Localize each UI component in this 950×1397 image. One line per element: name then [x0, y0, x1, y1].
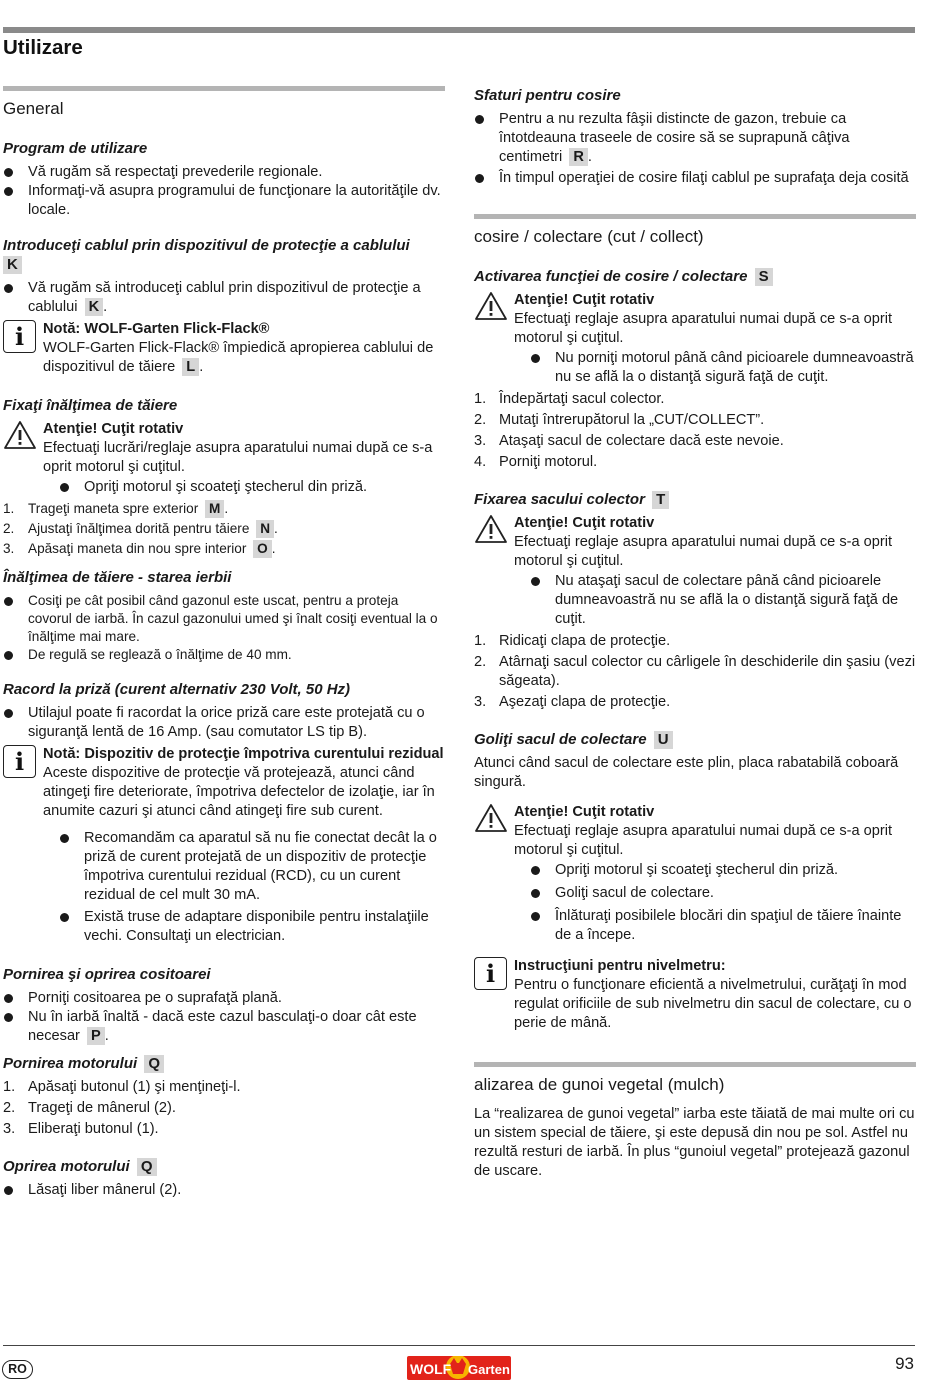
step-item: 2. Ajustaţi înălţimea dorită pentru tăiere N .: [3, 521, 278, 536]
step-item: 2. Trageţi de mânerul (2).: [3, 1100, 176, 1116]
warning-icon: [474, 514, 508, 544]
svg-text:WOLF: WOLF: [410, 1361, 452, 1377]
step-item: 1. Trageţi maneta spre exterior M .: [3, 501, 229, 516]
figure-ref-badge: L: [182, 358, 199, 376]
language-badge: RO: [2, 1360, 33, 1379]
subheading-cut-height: Fixaţi înălţimea de tăiere: [3, 397, 178, 414]
warning-icon: [3, 420, 37, 450]
section-rule: [474, 214, 916, 219]
footer-rule: [3, 1345, 915, 1346]
subheading-attach-bag: Fixarea sacului colector T: [474, 490, 916, 509]
section-heading-general: General: [3, 99, 64, 118]
step-item: 2. Mutaţi întrerupătorul la „CUT/COLLECT”.: [474, 412, 765, 428]
list-item: În timpul operaţiei de cosire filaţi cablul pe suprafaţa deja cosită: [474, 169, 916, 188]
figure-ref-badge: P: [87, 1027, 105, 1045]
figure-ref-badge: Q: [144, 1055, 164, 1073]
section-heading-mulch: alizarea de gunoi vegetal (mulch): [474, 1075, 725, 1094]
figure-ref-badge: N: [256, 520, 274, 538]
list-item: Cosiţi pe cât posibil când gazonul este uscat, pentru a proteja covorul de iarbă. În cazul gazonului umed şi înalt cosiţi eventual la o înălţime mai mare.: [3, 592, 445, 646]
step-item: 1. Îndepărtaţi sacul colector.: [474, 391, 665, 407]
paragraph: Atunci când sacul de colectare este plin, placa rabatabilă coboară singură.: [474, 755, 899, 790]
figure-ref-badge: K: [85, 298, 104, 316]
warning-note: [474, 291, 916, 387]
subheading-start-stop: Pornirea şi oprirea cositoarei: [3, 966, 211, 983]
figure-ref-badge: R: [569, 148, 588, 166]
figure-ref-badge: O: [253, 540, 272, 558]
list-item: Lăsaţi liber mânerul (2).: [3, 1181, 445, 1200]
section-heading-cut-collect: cosire / colectare (cut / collect): [474, 227, 704, 246]
list-item: De regulă se reglează o înălţime de 40 mm.: [3, 646, 445, 664]
info-icon: i: [474, 957, 507, 990]
warning-note: [474, 803, 916, 945]
paragraph: La “realizarea de gunoi vegetal” iarba este tăiată de mai multe ori cu un sistem special de tăiere, şi este depusă din nou pe sol. Astfel nu rezultă resturi de iarbă. În plus “gunoiul vegetal” protejează gazonul de uscare.: [474, 1106, 915, 1179]
list-item: Vă rugăm să respectaţi prevederile regionale.: [3, 163, 445, 182]
figure-ref-badge: M: [205, 500, 224, 518]
section-rule: [3, 86, 445, 91]
note-title: Instrucţiuni pentru nivelmetru:: [514, 958, 726, 974]
info-note: [3, 320, 445, 377]
list-item: Utilajul poate fi racordat la orice priză care este protejată cu o siguranţă lentă de 16 Amp. (sau comutator LS tip B).: [3, 704, 445, 742]
figure-ref-badge: S: [755, 268, 773, 286]
step-item: 1. Ridicaţi clapa de protecţie.: [474, 633, 671, 649]
warning-title: Atenţie! Cuţit rotativ: [514, 292, 655, 308]
warning-note: [474, 514, 916, 629]
list-item: Nu porniţi motorul până când picioarele dumneavoastră nu se află la o distanţă sigură faţă de cuţit.: [530, 349, 916, 387]
note-title: Notă: WOLF-Garten Flick-Flack®: [43, 321, 270, 337]
subheading-engine-start: Pornirea motorului Q: [3, 1054, 445, 1073]
list-item: Goliţi sacul de colectare.: [530, 884, 916, 903]
info-icon: i: [3, 320, 36, 353]
step-item: 1. Apăsaţi butonul (1) şi menţineţi-l.: [3, 1079, 241, 1095]
subheading-activate: Activarea funcţiei de cosire / colectare S: [474, 267, 916, 286]
top-rule: [3, 27, 915, 33]
info-note: [3, 745, 445, 946]
list-item: Opriţi motorul şi scoateţi ştecherul din priză.: [530, 861, 916, 880]
warning-title: Atenţie! Cuţit rotativ: [514, 804, 655, 820]
step-item: 3. Apăsaţi maneta din nou spre interior O .: [3, 541, 276, 556]
note-text: WOLF-Garten Flick-Flack® împiedică apropierea cablului de dispozitivul de tăiere L .: [43, 340, 434, 375]
list-item: Există truse de adaptare disponibile pentru instalaţiile vechi. Consultaţi un electrician.: [59, 908, 445, 946]
subheading-grass-state: Înălţimea de tăiere - starea ierbii: [3, 569, 232, 586]
subheading-program: Program de utilizare: [3, 140, 148, 157]
list-item: Nu ataşaţi sacul de colectare până când picioarele dumneavoastră nu se află la o distanţă sigură faţă de cuţit.: [530, 572, 916, 629]
svg-text:Garten: Garten: [468, 1362, 510, 1377]
warning-icon: [474, 803, 508, 833]
list-item: Recomandăm ca aparatul să nu fie conectat decât la o priză de curent protejată de un dispozitiv de protecţie împotriva curentului rezidual (RCD), cu un curent rezidual de cel mult 30 mA.: [59, 829, 445, 905]
step-item: 3. Eliberaţi butonul (1).: [3, 1121, 159, 1137]
note-title: Notă: Dispozitiv de protecţie împotriva curentului rezidual: [43, 746, 444, 762]
subheading-cable: Introduceţi cablul prin dispozitivul de protecţie a cablului K: [3, 237, 410, 273]
list-item: Pentru a nu rezulta fâşii distincte de gazon, trebuie ca întotdeauna traseele de cosire să se suprapună câţiva centimetri R .: [474, 110, 916, 167]
warning-text: Efectuaţi reglaje asupra aparatului numai după ce s-a oprit motorul şi cuţitul.: [514, 311, 893, 346]
step-item: 3. Aşezaţi clapa de protecţie.: [474, 694, 671, 710]
note-text: Pentru o funcţionare eficientă a nivelmetrului, curăţaţi în mod regulat orificiile de sub nivelmetru din sacul de colectare, cu o perie de mână.: [514, 977, 912, 1031]
right-column: [474, 86, 916, 1181]
step-item: 2. Atârnaţi sacul colector cu cârligele în deschiderile din şasiu (vezi săgeata).: [474, 654, 916, 689]
page-title: Utilizare: [3, 36, 83, 59]
subheading-empty-bag: Goliţi sacul de colectare U: [474, 730, 916, 749]
warning-text: Efectuaţi reglaje asupra aparatului numai după ce s-a oprit motorul şi cuţitul.: [514, 534, 893, 569]
warning-text: Efectuaţi reglaje asupra aparatului numai după ce s-a oprit motorul şi cuţitul.: [514, 823, 893, 858]
warning-title: Atenţie! Cuţit rotativ: [43, 421, 184, 437]
info-note: [474, 957, 916, 1033]
warning-title: Atenţie! Cuţit rotativ: [514, 515, 655, 531]
subheading-power: Racord la priză (curent alternativ 230 Volt, 50 Hz): [3, 681, 351, 698]
list-item: Nu în iarbă înaltă - dacă este cazul basculaţi-o doar cât este necesar P .: [3, 1008, 445, 1046]
list-item: Porniţi cositoarea pe o suprafaţă plană.: [3, 989, 445, 1008]
figure-ref-badge: Q: [137, 1158, 157, 1176]
section-rule: [474, 1062, 916, 1067]
list-item: Opriţi motorul şi scoateţi ştecherul din priză.: [59, 478, 445, 497]
info-icon: i: [3, 745, 36, 778]
figure-ref-badge: U: [654, 731, 673, 749]
page-number: 93: [895, 1354, 914, 1373]
subheading-mowing-tips: Sfaturi pentru cosire: [474, 87, 621, 104]
warning-note: [3, 420, 445, 497]
subheading-engine-stop: Oprirea motorului Q: [3, 1157, 445, 1176]
step-item: 3. Ataşaţi sacul de colectare dacă este nevoie.: [474, 433, 784, 449]
figure-ref-badge: K: [3, 256, 22, 274]
list-item: Informaţi-vă asupra programului de funcţionare la autorităţile dv. locale.: [3, 182, 445, 220]
warning-icon: [474, 291, 508, 321]
list-item: Înlăturaţi posibilele blocări din spaţiul de tăiere înainte de a începe.: [530, 907, 916, 945]
note-text: Aceste dispozitive de protecţie vă protejează, atunci când atingeţi fire deteriorate, împotriva defectelor de izolaţie, iar în anumite cazuri şi atunci când atingeţi fire sub curent.: [43, 765, 435, 819]
wolf-garten-logo: [407, 1356, 511, 1380]
figure-ref-badge: T: [652, 491, 669, 509]
step-item: 4. Porniţi motorul.: [474, 454, 598, 470]
left-column: [3, 86, 445, 1200]
list-item: Vă rugăm să introduceţi cablul prin dispozitivul de protecţie a cablului K .: [3, 279, 445, 317]
warning-text: Efectuaţi lucrări/reglaje asupra aparatului numai după ce s-a oprit motorul şi cuţitul.: [43, 440, 433, 475]
